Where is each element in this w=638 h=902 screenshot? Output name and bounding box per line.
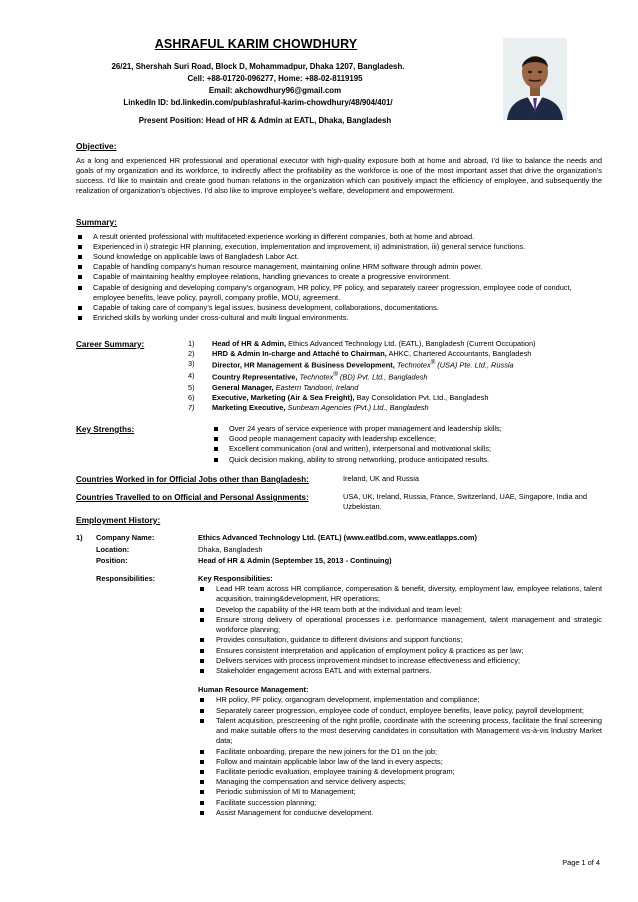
hrm-item: Periodic submission of MI to Management; bbox=[198, 787, 602, 797]
hrm-item: Separately career progression, employee code of conduct, employee benefits, leave policy, payroll development; bbox=[198, 706, 602, 716]
key-responsibility-item: Ensure strong delivery of operational processes i.e. performance management, talent management and strategic workforce planning; bbox=[198, 615, 602, 635]
summary-item: Experienced in i) strategic HR planning, execution, implementation and improvement, ii) administration, iii) general service functions. bbox=[76, 242, 602, 252]
summary-item: Sound knowledge on applicable laws of Bangladesh Labor Act. bbox=[76, 252, 602, 262]
email[interactable]: Email: akchowdhury96@gmail.com bbox=[208, 85, 342, 95]
countries-travelled-value: USA, UK, Ireland, Russia, France, Switzerland, UAE, Singapore, India and Uzbekistan. bbox=[343, 492, 588, 512]
location-value: Dhaka, Bangladesh bbox=[198, 544, 263, 554]
strengths-list bbox=[212, 424, 602, 465]
key-strengths-title: Key Strengths: bbox=[76, 425, 135, 434]
present-position: Present Position: Head of HR & Admin at EATL, Dhaka, Bangladesh bbox=[138, 115, 392, 125]
profile-photo-illustration bbox=[503, 38, 567, 120]
strength-item: Over 24 years of service experience with proper management and leadership skills; bbox=[212, 424, 602, 434]
phone-numbers: Cell: +88-01720-096277, Home: +88-02-8119195 bbox=[187, 74, 363, 84]
career-item: 5) General Manager, Eastern Tandoori, Ireland bbox=[188, 382, 359, 392]
location-row bbox=[76, 545, 602, 557]
employment-entry-number: 1) bbox=[76, 533, 83, 542]
key-responsibilities-title: Key Responsibilities: bbox=[198, 574, 273, 583]
key-responsibility-item: Develop the capability of the HR team both at the individual and team level; bbox=[198, 605, 602, 615]
position-label: Position: bbox=[96, 556, 128, 565]
career-item: 1) Head of HR & Admin, Ethics Advanced Technology Ltd. (EATL), Bangladesh (Current Occupation) bbox=[188, 339, 536, 348]
summary-item: Capable of maintaining healthy employee relations, handling grievances to create a progressive environment. bbox=[76, 272, 602, 282]
address: 26/21, Shershah Suri Road, Block D, Mohammadpur, Dhaka 1207, Bangladesh. bbox=[111, 62, 405, 72]
employment-history-title: Employment History: bbox=[76, 515, 161, 525]
countries-worked-label: Countries Worked in for Official Jobs other than Bangladesh: bbox=[76, 475, 309, 484]
hrm-item: Facilitate periodic evaluation, employee training & development program; bbox=[198, 767, 602, 777]
hrm-item: Assist Management for conducive development. bbox=[198, 808, 602, 818]
company-value: Ethics Advanced Technology Ltd. (EATL) (www.eatlbd.com, www.eatlapps.com) bbox=[198, 533, 477, 542]
summary-item: Capable of designing and developing company’s organogram, HR policy, PF policy, and separately career progression, employee code of conduct, employee benefits, leave policy, payroll, company profile, MOU, agreement. bbox=[76, 283, 602, 303]
page-number: Page 1 of 4 bbox=[562, 858, 600, 867]
summary-item: Capable of handling company’s human resource management, maintaining online HRM software through admin power. bbox=[76, 262, 602, 272]
company-row bbox=[76, 533, 602, 545]
position-value: Head of HR & Admin (September 15, 2013 - Continuing) bbox=[198, 556, 392, 565]
career-summary-title: Career Summary: bbox=[76, 340, 145, 349]
hrm-list bbox=[198, 695, 602, 818]
countries-worked-value: Ireland, UK and Russia bbox=[343, 474, 419, 483]
summary-section bbox=[76, 217, 602, 324]
objective-section bbox=[76, 141, 602, 196]
countries-travelled-label: Countries Travelled to on Official and Personal Assignments: bbox=[76, 493, 309, 502]
objective-text: As a long and experienced HR professional and operational executor with high-quality exposure both at home and abroad, I’d like to balance the needs and goals of my organization and its workforce, to indirectly affect the profitability as the workforce is one of the most important asset that drive the organization’s success. I’d like to maintain and create good human relations in the organization which can positively impact the efficiency of employee, and subsequently the realization of organization’s objectives. I’d also like to improve employee’s welfare, development and empowerment. bbox=[76, 155, 602, 196]
responsibilities-label: Responsibilities: bbox=[96, 574, 156, 583]
summary-item: A result oriented professional with multifaceted experience working in different companies, both at home and abroad. bbox=[76, 232, 602, 242]
employment-entry bbox=[76, 533, 602, 568]
responsibilities-content bbox=[198, 574, 602, 818]
key-responsibility-item: Lead HR team across HR compliance, compensation & benefit, diversity, employment law, employee relations, talent acquisition, training&development, HR operations; bbox=[198, 584, 602, 604]
summary-list bbox=[76, 232, 602, 324]
career-item: 2) HRD & Admin In-charge and Attaché to Chairman, AHKC, Chartered Accountants, Bangladesh bbox=[188, 349, 532, 359]
key-responsibilities-list bbox=[198, 584, 602, 676]
linkedin-id[interactable]: LinkedIn ID: bd.linkedin.com/pub/ashraful-karim-chowdhury/48/904/401/ bbox=[123, 97, 393, 107]
key-responsibility-item: Stakeholder engagement across EATL and with external partners. bbox=[198, 666, 602, 676]
summary-title: Summary: bbox=[76, 217, 117, 227]
company-label: Company Name: bbox=[96, 533, 155, 542]
career-item: 6) Executive, Marketing (Air & Sea Freight), Bay Consolidation Pvt. Ltd., Bangladesh bbox=[188, 393, 489, 403]
hrm-item: HR policy, PF policy, organogram development, implementation and compliance; bbox=[198, 695, 602, 705]
key-responsibility-item: Provides consultation, guidance to different divisions and support functions; bbox=[198, 635, 602, 645]
hrm-item: Managing the compensation and service delivery aspects; bbox=[198, 777, 602, 787]
summary-item: Enriched skills by working under cross-cultural and multi lingual environments. bbox=[76, 313, 602, 323]
profile-photo bbox=[503, 38, 567, 120]
career-list bbox=[188, 339, 608, 413]
career-item: 7) Marketing Executive, Sunbeam Agencies (Pvt.) Ltd., Bangladesh bbox=[188, 403, 429, 413]
resume-header bbox=[60, 36, 490, 127]
hrm-title: Human Resource Management: bbox=[198, 685, 309, 695]
key-responsibility-item: Delivers services with process improvement mindset to increase effectiveness and efficiency; bbox=[198, 656, 602, 666]
objective-title: Objective: bbox=[76, 141, 117, 151]
strength-item: Good people management capacity with leadership excellence; bbox=[212, 434, 602, 444]
strength-item: Quick decision making, ability to strong networking, produce anticipated results. bbox=[212, 455, 602, 465]
hrm-item: Talent acquisition, prescreening of the right profile, coordinate with the screening process, facilitate the final screening and make suitable offers to the most deserving candidates in consultation with Management vis-à-vis Industry Market data; bbox=[198, 716, 602, 747]
strength-item: Excellent communication (oral and written), interpersonal and motivational skills; bbox=[212, 444, 602, 454]
career-item: 3) Director, HR Management & Business Development, Technotex® (USA) Pte. Ltd., Russia bbox=[188, 359, 514, 370]
hrm-item: Follow and maintain applicable labor law of the land in every aspects; bbox=[198, 757, 602, 767]
hrm-item: Facilitate succession planning; bbox=[198, 798, 602, 808]
candidate-name: ASHRAFUL KARIM CHOWDHURY bbox=[154, 37, 358, 51]
position-row bbox=[76, 556, 602, 568]
hrm-item: Facilitate onboarding, prepare the new joiners for the D1 on the job; bbox=[198, 747, 602, 757]
location-label: Location: bbox=[96, 544, 130, 554]
summary-item: Capable of taking care of company’s legal issues, business development, collaborations, documentations. bbox=[76, 303, 602, 313]
employment-history-section bbox=[76, 515, 602, 530]
key-responsibility-item: Ensures consistent interpretation and application of employment policy & practices as per law; bbox=[198, 646, 602, 656]
career-item: 4) Country Representative, Technotex® (BD) Pvt. Ltd., Bangladesh bbox=[188, 371, 428, 382]
